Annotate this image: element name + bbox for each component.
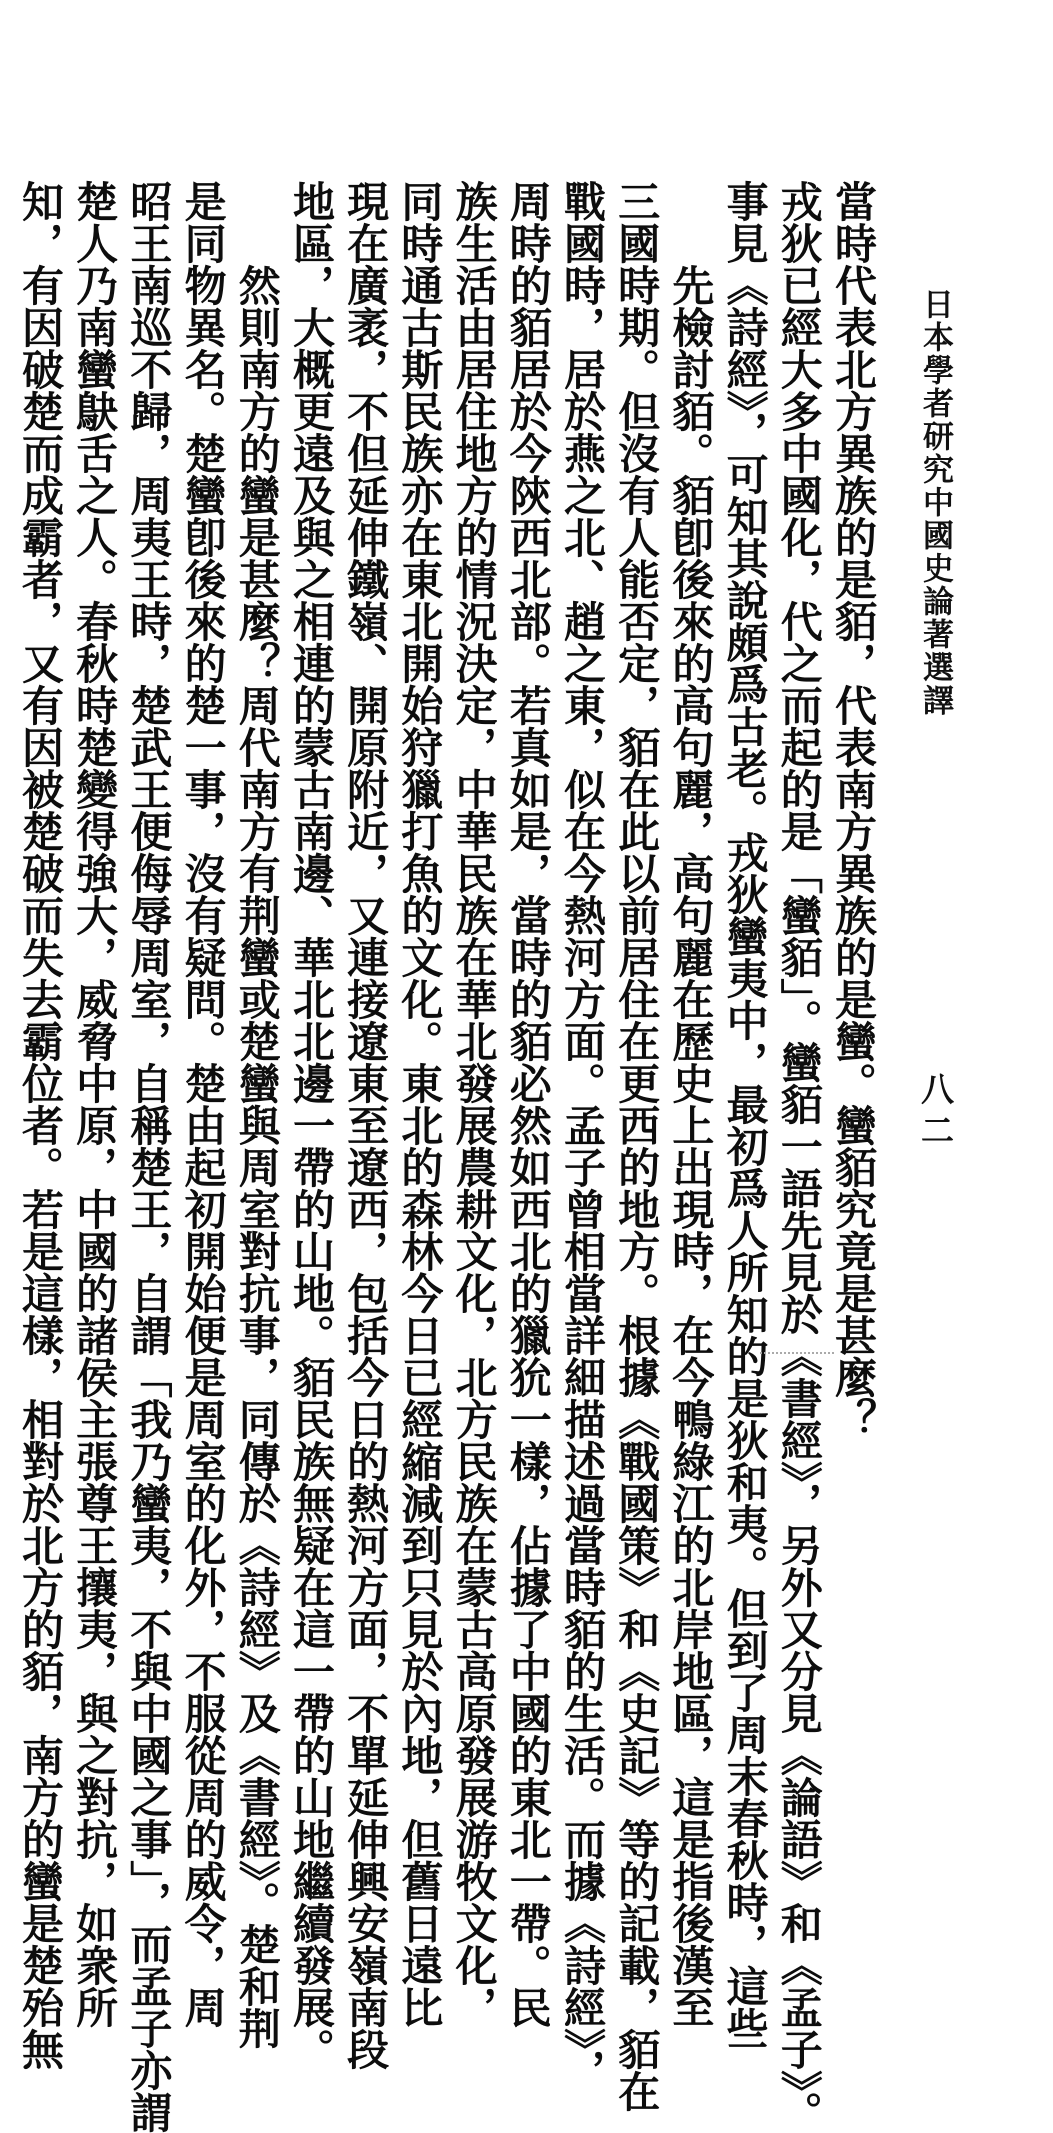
text-column: 知，有因破楚而成霸者，又有因被楚破而失去霸位者。若是這樣，相對於北方的貊，南方的蠻是楚殆無 <box>15 180 65 2070</box>
body-text <box>15 180 880 2133</box>
text-column: 現在廣袤，不但延伸鐵嶺、開原附近，又連接遼東至遼西，包括今日的熱河方面，不單延伸興安嶺南段 <box>341 180 391 2070</box>
text-column: 楚人乃南蠻鴃舌之人。春秋時楚變得強大，威脅中原，中國的諸侯主張尊王攘夷，與之對抗，如衆所 <box>70 180 120 2028</box>
text-column: 三國時期。但沒有人能否定，貊在此以前居住在更西的地方。根據《戰國策》和《史記》等的記載，貊在 <box>612 180 662 2112</box>
page-number: 八二 <box>916 1072 955 1154</box>
text-column: 戰國時，居於燕之北、趙之東，似在今熱河方面。孟子曾相當詳細描述過當時貊的生活。而據《詩經》， <box>557 180 607 2091</box>
text-column: 昭王南巡不歸，周夷王時，楚武王便侮辱周室，自稱楚王，自謂「我乃蠻夷，不與中國之事」，而孟子亦謂 <box>124 180 174 2133</box>
text-column: 是同物異名。楚蠻卽後來的楚一事，沒有疑問。楚由起初開始便是周室的化外，不服從周的威令，周 <box>178 180 228 2028</box>
text-column: 同時通古斯民族亦在東北開始狩獵打魚的文化。東北的森林今日已經縮減到只見於內地，但舊日遠比 <box>395 180 445 2028</box>
text-column: 當時代表北方異族的是貊，代表南方異族的是蠻。蠻貊究竟是甚麼？ <box>829 180 878 1440</box>
scan-artifact <box>760 1352 834 1356</box>
text-column: 然則南方的蠻是甚麼？周代南方有荆蠻或楚蠻與周室對抗事，同傳於《詩經》及《書經》。楚和荆 <box>232 264 282 2049</box>
text-column: 先檢討貊。貊卽後來的高句麗，高句麗在歷史上出現時，在今鴨綠江的北岸地區，這是指後漢至 <box>666 264 716 2028</box>
text-column: 地區，大概更遠及與之相連的蒙古南邊、華北北邊一帶的山地。貊民族無疑在這一帶的山地繼續發展。 <box>286 180 336 2070</box>
running-header-title: 日本學者研究中國史論著選譯 <box>917 288 953 717</box>
text-column: 族生活由居住地方的情況決定，中華民族在華北發展農耕文化，北方民族在蒙古高原發展游牧文化， <box>449 180 499 2028</box>
text-column: 周時的貊居於今陝西北部。若真如是，當時的貊必然如西北的獵狁一樣，佔據了中國的東北一帶。民 <box>503 180 553 2028</box>
text-column: 事見《詩經》，可知其說頗爲古老。戎狄蠻夷中，最初爲人所知的是狄和夷。但到了周末春秋時，這些 <box>720 180 770 2049</box>
text-column: 戎狄已經大多中國化，代之而起的是「蠻貊」。蠻貊一語先見於《書經》，另外又分見《論語》和《孟子》。 <box>774 180 824 2133</box>
